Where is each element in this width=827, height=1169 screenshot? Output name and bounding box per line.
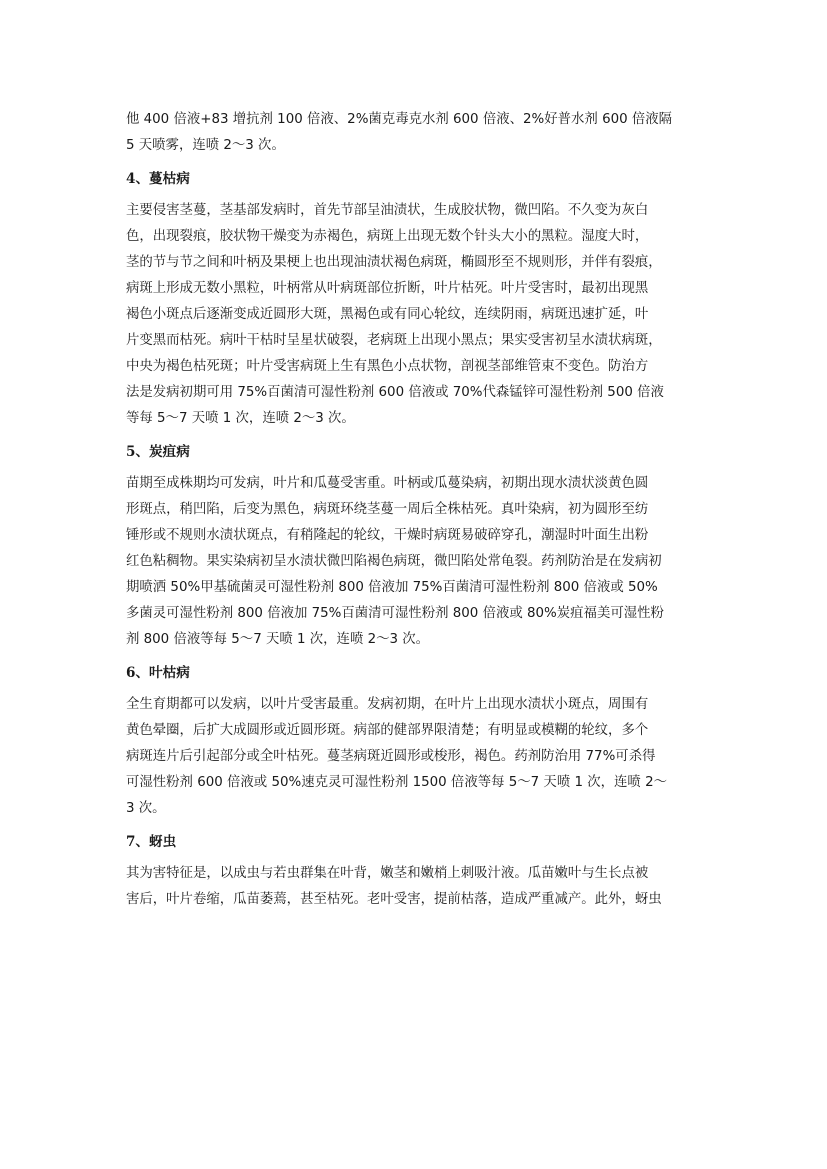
paragraph-line: 其为害特征是，以成虫与若虫群集在叶背，嫩茎和嫩梢上刺吸汁液。瓜苗嫩叶与生长点被	[126, 866, 649, 881]
paragraph-line: 期喷洒 50%甲基硫菌灵可湿性粉剂 800 倍液加 75%百菌清可湿性粉剂 800 倍液或 50%	[126, 580, 658, 595]
paragraph-line: 色，出现裂痕，胶状物干燥变为赤褐色，病斑上出现无数个针头大小的黑粒。湿度大时，	[126, 229, 649, 244]
paragraph-line: 等每 5～7 天喷 1 次，连喷 2～3 次。	[126, 411, 355, 426]
paragraph	[126, 692, 706, 822]
paragraph	[126, 471, 706, 653]
paragraph-line: 主要侵害茎蔓，茎基部发病时，首先节部呈油渍状，生成胶状物，微凹陷。不久变为灰白	[126, 203, 649, 218]
paragraph-line: 法是发病初期可用 75%百菌清可湿性粉剂 600 倍液或 70%代森锰锌可湿性粉剂 500 倍液	[126, 385, 664, 400]
section-heading: 7、蚜虫	[126, 833, 177, 850]
paragraph-line: 茎的节与节之间和叶柄及果梗上也出现油渍状褐色病斑，椭圆形至不规则形，并伴有裂痕，	[126, 255, 662, 270]
paragraph-line: 黄色晕圈，后扩大成圆形或近圆形斑。病部的健部界限清楚；有明显或模糊的轮纹，多个	[126, 723, 649, 738]
paragraph-line: 3 次。	[126, 801, 166, 816]
paragraph-line: 全生育期都可以发病，以叶片受害最重。发病初期，在叶片上出现水渍状小斑点，周围有	[126, 697, 649, 712]
paragraph-line: 红色粘稠物。果实染病初呈水渍状微凹陷褐色病斑，微凹陷处常龟裂。药剂防治是在发病初	[126, 554, 662, 569]
paragraph-line: 锤形或不规则水渍状斑点，有稍隆起的轮纹，干燥时病斑易破碎穿孔，潮湿时叶面生出粉	[126, 528, 649, 543]
paragraph-line: 可湿性粉剂 600 倍液或 50%速克灵可湿性粉剂 1500 倍液等每 5～7 天喷 1 次，连喷 2～	[126, 775, 667, 790]
paragraph-line: 剂 800 倍液等每 5～7 天喷 1 次，连喷 2～3 次。	[126, 632, 430, 647]
paragraph	[126, 861, 706, 913]
paragraph-line: 他 400 倍液+83 增抗剂 100 倍液、2%菌克毒克水剂 600 倍液、2%好普水剂 600 倍液隔	[126, 112, 673, 127]
paragraph-line: 形斑点，稍凹陷，后变为黑色，病斑环绕茎蔓一周后全株枯死。真叶染病，初为圆形至纺	[126, 502, 649, 517]
paragraph-line: 害后，叶片卷缩，瓜苗萎蔫，甚至枯死。老叶受害，提前枯落，造成严重减产。此外，蚜虫	[126, 892, 662, 907]
paragraph-line: 片变黑而枯死。病叶干枯时呈星状破裂，老病斑上出现小黑点；果实受害初呈水渍状病斑，	[126, 333, 662, 348]
paragraph-line: 褐色小斑点后逐渐变成近圆形大斑，黑褐色或有同心轮纹，连续阴雨，病斑迅速扩延，叶	[126, 307, 649, 322]
paragraph-line: 多菌灵可湿性粉剂 800 倍液加 75%百菌清可湿性粉剂 800 倍液或 80%炭疽福美可湿性粉	[126, 606, 664, 621]
section-heading: 4、蔓枯病	[126, 170, 190, 187]
paragraph-line: 5 天喷雾，连喷 2～3 次。	[126, 138, 285, 153]
section-heading: 6、叶枯病	[126, 664, 190, 681]
paragraph-line: 中央为褐色枯死斑；叶片受害病斑上生有黑色小点状物，剖视茎部维管束不变色。防治方	[126, 359, 649, 374]
document-page	[126, 107, 706, 913]
paragraph	[126, 198, 706, 432]
paragraph-line: 病斑上形成无数小黑粒，叶柄常从叶病斑部位折断，叶片枯死。叶片受害时，最初出现黑	[126, 281, 649, 296]
paragraph-line: 苗期至成株期均可发病，叶片和瓜蔓受害重。叶柄或瓜蔓染病，初期出现水渍状淡黄色圆	[126, 476, 649, 491]
paragraph	[126, 107, 706, 159]
paragraph-line: 病斑连片后引起部分或全叶枯死。蔓茎病斑近圆形或梭形，褐色。药剂防治用 77%可杀得	[126, 749, 656, 764]
section-heading: 5、炭疽病	[126, 443, 190, 460]
